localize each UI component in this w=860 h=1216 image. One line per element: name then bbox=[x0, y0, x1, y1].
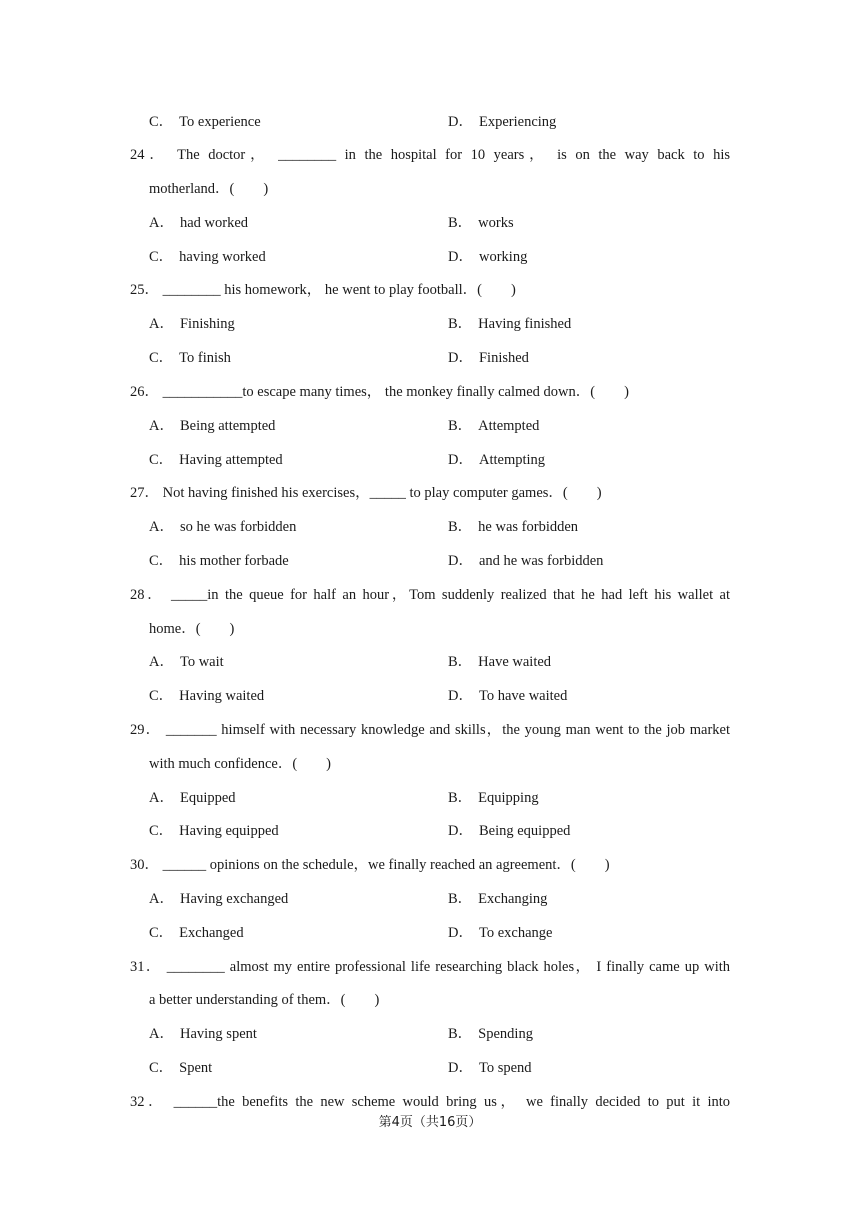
question-29-stem-cont: with much confidence．( ) bbox=[149, 756, 332, 772]
option-d: D． Attempting bbox=[448, 452, 546, 468]
option-a: A． To wait bbox=[149, 654, 224, 670]
option-c: C． having worked bbox=[149, 249, 266, 265]
option-a: A． Having spent bbox=[149, 1026, 257, 1042]
question-32-stem: 32． ______the benefits the new scheme would bring us， we finally decided to put it into bbox=[130, 1094, 730, 1110]
question-26-stem: 26． ___________to escape many times， the monkey finally calmed down．( ) bbox=[130, 384, 629, 400]
question-27-stem: 27． Not having finished his exercises，_____ to play computer games．( ) bbox=[130, 485, 602, 501]
question-31-stem-cont: a better understanding of them．( ) bbox=[149, 992, 380, 1008]
question-30-stem: 30． ______ opinions on the schedule，we finally reached an agreement．( ) bbox=[130, 857, 610, 873]
question-24-stem-cont: motherland．( ) bbox=[149, 181, 269, 197]
option-d: D． To exchange bbox=[448, 925, 553, 941]
page-footer: 第4页（共16页） bbox=[378, 1115, 482, 1130]
option-d: D． Being equipped bbox=[448, 823, 571, 839]
option-b: B． Attempted bbox=[448, 418, 540, 434]
option-d: D． working bbox=[448, 249, 528, 265]
option-b: B． Exchanging bbox=[448, 891, 548, 907]
option-c: C． To experience bbox=[149, 114, 261, 130]
option-b: B． Have waited bbox=[448, 654, 552, 670]
option-a: A． Being attempted bbox=[149, 418, 276, 434]
question-28-stem-cont: home．( ) bbox=[149, 621, 235, 637]
option-a: A． Having exchanged bbox=[149, 891, 289, 907]
question-28-stem: 28． _____in the queue for half an hour，Tom suddenly realized that he had left his wallet at bbox=[130, 587, 730, 603]
option-b: B． he was forbidden bbox=[448, 519, 579, 535]
option-c: C． Having attempted bbox=[149, 452, 283, 468]
option-c: C． Having waited bbox=[149, 688, 265, 704]
option-c: C． Having equipped bbox=[149, 823, 279, 839]
option-a: A． Finishing bbox=[149, 316, 235, 332]
option-b: B． Having finished bbox=[448, 316, 572, 332]
option-b: B． Equipping bbox=[448, 790, 539, 806]
question-24-stem: 24． The doctor， ________ in the hospital for 10 years， is on the way back to his bbox=[130, 147, 730, 163]
question-29-stem: 29． _______ himself with necessary knowledge and skills，the young man went to the job market bbox=[130, 722, 730, 738]
option-b: B． Spending bbox=[448, 1026, 533, 1042]
option-c: C． To finish bbox=[149, 350, 231, 366]
option-c: C． his mother forbade bbox=[149, 553, 289, 569]
option-d: D． Finished bbox=[448, 350, 529, 366]
question-25-stem: 25． ________ his homework， he went to play football．( ) bbox=[130, 282, 516, 298]
option-c: C． Exchanged bbox=[149, 925, 244, 941]
option-a: A． so he was forbidden bbox=[149, 519, 297, 535]
option-d: D． Experiencing bbox=[448, 114, 557, 130]
option-a: A． Equipped bbox=[149, 790, 236, 806]
option-a: A． had worked bbox=[149, 215, 249, 231]
option-d: D． To have waited bbox=[448, 688, 568, 704]
question-31-stem: 31． ________ almost my entire professional life researching black holes， I finally came up with bbox=[130, 959, 730, 975]
option-d: D． To spend bbox=[448, 1060, 532, 1076]
option-c: C． Spent bbox=[149, 1060, 213, 1076]
option-d: D． and he was forbidden bbox=[448, 553, 604, 569]
option-b: B． works bbox=[448, 215, 514, 231]
